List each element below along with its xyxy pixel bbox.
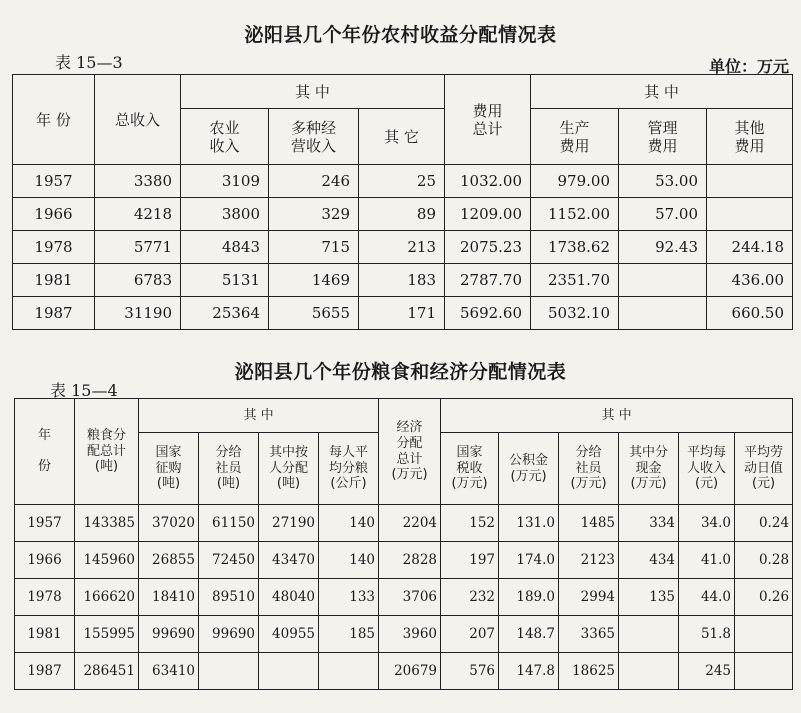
header-state-tax: 国家 税收 (万元) — [441, 433, 499, 505]
table-row — [15, 653, 793, 690]
data-cell — [259, 653, 319, 690]
data-cell: 1469 — [269, 264, 359, 297]
year-cell: 1966 — [13, 198, 95, 231]
header-other-cost: 其他 费用 — [707, 109, 793, 165]
header-among-cost: 其 中 — [531, 75, 793, 109]
data-cell: 185 — [319, 616, 379, 653]
header-production-cost: 生产 费用 — [531, 109, 619, 165]
income-distribution-table — [12, 74, 793, 330]
year-cell: 1981 — [13, 264, 95, 297]
data-cell — [319, 653, 379, 690]
data-cell: 89 — [359, 198, 445, 231]
data-cell: 37020 — [139, 505, 199, 542]
table2-number: 表 15—4 — [50, 381, 118, 400]
data-cell: 5692.60 — [445, 297, 531, 330]
header-management-cost: 管理 费用 — [619, 109, 707, 165]
data-cell: 131.0 — [499, 505, 559, 542]
data-cell: 660.50 — [707, 297, 793, 330]
header-total-cost: 费用 总计 — [445, 75, 531, 165]
data-cell: 183 — [359, 264, 445, 297]
data-cell — [707, 198, 793, 231]
data-cell: 0.26 — [735, 579, 793, 616]
data-cell: 334 — [619, 505, 679, 542]
data-cell: 436.00 — [707, 264, 793, 297]
data-cell: 2828 — [379, 542, 441, 579]
data-cell: 20679 — [379, 653, 441, 690]
data-cell: 979.00 — [531, 165, 619, 198]
data-cell — [707, 165, 793, 198]
data-cell: 166620 — [75, 579, 139, 616]
data-cell: 245 — [679, 653, 735, 690]
header-among-grain: 其 中 — [139, 399, 379, 433]
data-cell: 148.7 — [499, 616, 559, 653]
header-agri-income: 农业 收入 — [181, 109, 269, 165]
data-cell: 43470 — [259, 542, 319, 579]
data-cell: 213 — [359, 231, 445, 264]
data-cell: 0.28 — [735, 542, 793, 579]
table2-title: 泌阳县几个年份粮食和经济分配情况表 — [234, 361, 567, 383]
data-cell: 31190 — [95, 297, 181, 330]
data-cell: 246 — [269, 165, 359, 198]
data-cell — [619, 264, 707, 297]
data-cell: 72450 — [199, 542, 259, 579]
year-cell: 1957 — [13, 165, 95, 198]
year-cell: 1957 — [15, 505, 75, 542]
data-cell: 5131 — [181, 264, 269, 297]
table-row — [15, 505, 793, 542]
data-cell: 99690 — [199, 616, 259, 653]
data-cell: 18410 — [139, 579, 199, 616]
data-cell: 3706 — [379, 579, 441, 616]
data-cell: 41.0 — [679, 542, 735, 579]
data-cell: 576 — [441, 653, 499, 690]
data-cell: 171 — [359, 297, 445, 330]
year-cell: 1981 — [15, 616, 75, 653]
header-among-economic: 其 中 — [441, 399, 793, 433]
data-cell: 0.24 — [735, 505, 793, 542]
data-cell: 133 — [319, 579, 379, 616]
data-cell: 2123 — [559, 542, 619, 579]
data-cell — [619, 616, 679, 653]
data-cell: 155995 — [75, 616, 139, 653]
header-state-purchase: 国家 征购 (吨) — [139, 433, 199, 505]
header-avg-income: 平均每 人收入 (元) — [679, 433, 735, 505]
data-cell: 4843 — [181, 231, 269, 264]
table-row — [13, 231, 793, 264]
header-workday-value: 平均劳 动日值 (元) — [735, 433, 793, 505]
data-cell: 2351.70 — [531, 264, 619, 297]
data-cell: 89510 — [199, 579, 259, 616]
data-cell: 152 — [441, 505, 499, 542]
data-cell: 44.0 — [679, 579, 735, 616]
data-cell: 1152.00 — [531, 198, 619, 231]
table1-title: 泌阳县几个年份农村收益分配情况表 — [244, 24, 557, 46]
data-cell: 2204 — [379, 505, 441, 542]
data-cell: 715 — [269, 231, 359, 264]
data-cell: 207 — [441, 616, 499, 653]
header-grain-total: 粮食分 配总计 (吨) — [75, 399, 139, 505]
data-cell: 2994 — [559, 579, 619, 616]
header-year: 年 份 — [13, 75, 95, 165]
data-cell: 5655 — [269, 297, 359, 330]
data-cell: 189.0 — [499, 579, 559, 616]
header-per-person-grain: 每人平 均分粮 (公斤) — [319, 433, 379, 505]
data-cell: 329 — [269, 198, 359, 231]
data-cell: 26855 — [139, 542, 199, 579]
data-cell: 34.0 — [679, 505, 735, 542]
table-row — [13, 297, 793, 330]
table-row — [13, 198, 793, 231]
data-cell: 18625 — [559, 653, 619, 690]
header-total-income: 总收入 — [95, 75, 181, 165]
year-cell: 1966 — [15, 542, 75, 579]
data-cell: 25 — [359, 165, 445, 198]
data-cell: 3365 — [559, 616, 619, 653]
data-cell: 3800 — [181, 198, 269, 231]
data-cell: 4218 — [95, 198, 181, 231]
data-cell: 5771 — [95, 231, 181, 264]
data-cell: 5032.10 — [531, 297, 619, 330]
header-economic-total: 经济 分配 总计 (万元) — [379, 399, 441, 505]
header-multi-income: 多种经 营收入 — [269, 109, 359, 165]
data-cell: 27190 — [259, 505, 319, 542]
data-cell: 3960 — [379, 616, 441, 653]
header-accumulation-fund: 公积金 (万元) — [499, 433, 559, 505]
header-other-income: 其 它 — [359, 109, 445, 165]
table-row — [13, 165, 793, 198]
data-cell: 53.00 — [619, 165, 707, 198]
data-cell: 99690 — [139, 616, 199, 653]
data-cell: 51.8 — [679, 616, 735, 653]
table-row — [15, 616, 793, 653]
data-cell: 3380 — [95, 165, 181, 198]
data-cell: 1738.62 — [531, 231, 619, 264]
year-cell: 1987 — [15, 653, 75, 690]
data-cell: 286451 — [75, 653, 139, 690]
data-cell: 2787.70 — [445, 264, 531, 297]
table-row — [13, 264, 793, 297]
data-cell — [619, 297, 707, 330]
data-cell: 244.18 — [707, 231, 793, 264]
data-cell: 145960 — [75, 542, 139, 579]
data-cell: 174.0 — [499, 542, 559, 579]
data-cell: 48040 — [259, 579, 319, 616]
data-cell: 434 — [619, 542, 679, 579]
data-cell: 135 — [619, 579, 679, 616]
data-cell: 147.8 — [499, 653, 559, 690]
header-per-capita-dist: 其中按 人分配 (吨) — [259, 433, 319, 505]
header-cash-share: 其中分 现金 (万元) — [619, 433, 679, 505]
data-cell: 61150 — [199, 505, 259, 542]
data-cell: 25364 — [181, 297, 269, 330]
data-cell — [735, 653, 793, 690]
data-cell: 1032.00 — [445, 165, 531, 198]
data-cell: 232 — [441, 579, 499, 616]
data-cell: 63410 — [139, 653, 199, 690]
data-cell: 6783 — [95, 264, 181, 297]
year-cell: 1978 — [13, 231, 95, 264]
data-cell: 3109 — [181, 165, 269, 198]
table1-number: 表 15—3 — [55, 53, 123, 72]
header-to-members-grain: 分给 社员 (吨) — [199, 433, 259, 505]
header-year: 年 份 — [15, 399, 75, 505]
data-cell — [619, 653, 679, 690]
table1-unit: 单位：万元 — [708, 57, 789, 76]
data-cell: 197 — [441, 542, 499, 579]
data-cell: 140 — [319, 542, 379, 579]
header-among-income: 其 中 — [181, 75, 445, 109]
data-cell: 57.00 — [619, 198, 707, 231]
data-cell: 1209.00 — [445, 198, 531, 231]
data-cell — [199, 653, 259, 690]
year-cell: 1978 — [15, 579, 75, 616]
data-cell: 1485 — [559, 505, 619, 542]
grain-economic-distribution-table — [14, 398, 793, 690]
data-cell: 40955 — [259, 616, 319, 653]
data-cell: 143385 — [75, 505, 139, 542]
year-cell: 1987 — [13, 297, 95, 330]
data-cell: 92.43 — [619, 231, 707, 264]
data-cell — [735, 616, 793, 653]
data-cell: 2075.23 — [445, 231, 531, 264]
header-members-share: 分给 社员 (万元) — [559, 433, 619, 505]
data-cell: 140 — [319, 505, 379, 542]
table-row — [15, 579, 793, 616]
table-row — [15, 542, 793, 579]
